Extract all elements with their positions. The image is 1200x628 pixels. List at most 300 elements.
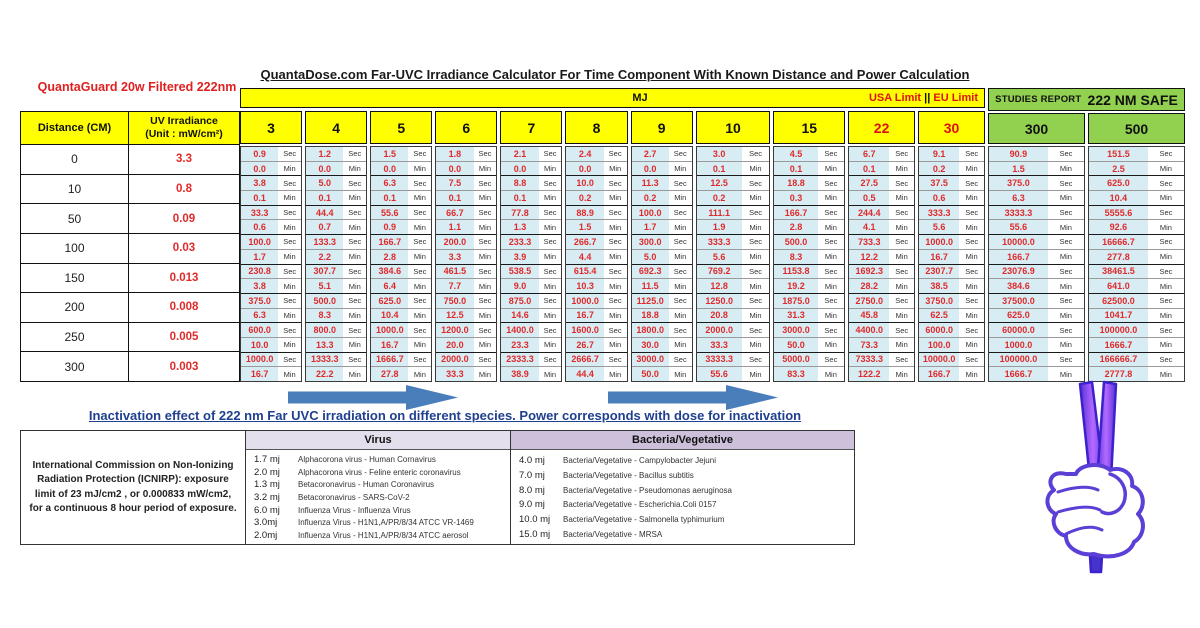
- irradiance-value: 3.3: [176, 153, 192, 166]
- time-cell: [849, 278, 914, 293]
- species-row: [511, 527, 854, 542]
- virus-column: [246, 431, 511, 544]
- time-cell: [849, 352, 914, 367]
- time-cell: [632, 175, 692, 190]
- time-cell: [566, 190, 626, 205]
- time-unit: Min: [1048, 309, 1084, 323]
- time-cell: [436, 249, 496, 264]
- time-cell: [849, 161, 914, 176]
- time-value: 2777.8: [1089, 367, 1148, 381]
- time-unit: Min: [1048, 367, 1084, 381]
- irradiance-value: 0.008: [169, 301, 199, 314]
- time-value: 133.3: [306, 235, 343, 249]
- time-unit: Min: [818, 191, 845, 205]
- time-value: 1.2: [306, 147, 343, 161]
- time-cell: [371, 293, 431, 308]
- time-unit: Min: [474, 220, 497, 234]
- time-cell: [241, 264, 301, 279]
- time-value: 6.7: [849, 147, 889, 161]
- time-unit: Min: [343, 338, 366, 352]
- time-cell: [632, 366, 692, 381]
- time-unit: Sec: [959, 147, 984, 161]
- time-cell: [849, 219, 914, 234]
- distance-row: [21, 264, 239, 294]
- time-value: 384.6: [371, 265, 408, 279]
- species-name: Bacteria/Vegetative - Campylobacter Jejuni: [563, 455, 716, 465]
- time-unit: Min: [604, 338, 627, 352]
- time-cell: [306, 352, 366, 367]
- time-cell: [501, 205, 561, 220]
- time-value: 50.0: [632, 367, 669, 381]
- time-value: 5000.0: [774, 353, 817, 367]
- distance-value: 300: [21, 352, 129, 381]
- time-value: 0.1: [241, 191, 278, 205]
- time-value: 33.3: [241, 206, 278, 220]
- time-value: 62500.0: [1089, 294, 1148, 308]
- time-value: 10000.0: [919, 353, 959, 367]
- time-cell: [1089, 249, 1184, 264]
- time-unit: Sec: [604, 206, 627, 220]
- 222nm-safe-label: 222 NM SAFE: [1087, 91, 1178, 108]
- time-cell: [1089, 147, 1184, 161]
- time-unit: Min: [408, 191, 431, 205]
- time-unit: Sec: [408, 176, 431, 190]
- time-cell: [371, 352, 431, 367]
- time-value: 2.2: [306, 250, 343, 264]
- time-cell: [849, 249, 914, 264]
- time-cell: [919, 337, 984, 352]
- time-cell: [566, 337, 626, 352]
- time-value: 2.5: [1089, 162, 1148, 176]
- time-cell: [632, 219, 692, 234]
- time-cell: [1089, 161, 1184, 176]
- virus-column-header: Virus: [246, 431, 510, 450]
- time-cell: [371, 322, 431, 337]
- time-cell: [306, 308, 366, 323]
- time-cell: [371, 337, 431, 352]
- distance-irradiance-table: [20, 111, 240, 382]
- time-value: 1800.0: [632, 323, 669, 337]
- time-value: 1000.0: [919, 235, 959, 249]
- time-cell: [371, 175, 431, 190]
- time-unit: Sec: [669, 265, 692, 279]
- time-cell: [501, 352, 561, 367]
- species-dose: 3.2 mj: [254, 492, 280, 504]
- time-value: 0.1: [371, 191, 408, 205]
- time-value: 100000.0: [989, 353, 1048, 367]
- time-value: 16.7: [919, 250, 959, 264]
- time-cell: [919, 264, 984, 279]
- time-unit: Sec: [742, 176, 770, 190]
- time-cell: [989, 337, 1084, 352]
- time-unit: Min: [604, 250, 627, 264]
- time-value: 50.0: [774, 338, 817, 352]
- right-arrow-icon: [288, 384, 460, 411]
- time-unit: Min: [408, 279, 431, 293]
- time-value: 1.9: [697, 220, 742, 234]
- time-cell: [919, 190, 984, 205]
- time-value: 3.8: [241, 279, 278, 293]
- time-cell: [697, 175, 770, 190]
- time-value: 0.2: [566, 191, 603, 205]
- time-cell: [371, 190, 431, 205]
- time-unit: Min: [539, 279, 562, 293]
- time-unit: Sec: [278, 323, 301, 337]
- time-column: [918, 146, 985, 382]
- time-unit: Min: [1048, 191, 1084, 205]
- time-cell: [241, 161, 301, 176]
- time-cell: [501, 308, 561, 323]
- time-cell: [697, 205, 770, 220]
- species-dose: 3.0mj: [254, 517, 278, 529]
- time-unit: Sec: [742, 323, 770, 337]
- time-value: 3333.3: [989, 206, 1048, 220]
- time-cell: [566, 219, 626, 234]
- time-cell: [436, 175, 496, 190]
- time-value: 538.5: [501, 265, 538, 279]
- species-name: Betacoronavirus - Human Coronavirus: [298, 480, 435, 490]
- time-column: [370, 146, 432, 382]
- time-value: 1.5: [989, 162, 1048, 176]
- right-arrow-icon: [608, 384, 780, 411]
- time-value: 300.0: [632, 235, 669, 249]
- time-unit: Sec: [604, 265, 627, 279]
- time-value: 16666.7: [1089, 235, 1148, 249]
- time-value: 23076.9: [989, 265, 1048, 279]
- time-value: 0.3: [774, 191, 817, 205]
- time-cell: [774, 205, 844, 220]
- time-value: 1000.0: [241, 353, 278, 367]
- time-unit: Min: [539, 191, 562, 205]
- time-unit: Min: [474, 250, 497, 264]
- time-value: 0.0: [436, 162, 473, 176]
- time-unit: Min: [1148, 162, 1184, 176]
- time-unit: Min: [474, 309, 497, 323]
- time-value: 2.8: [371, 250, 408, 264]
- time-unit: Min: [539, 220, 562, 234]
- time-column: [696, 146, 771, 382]
- time-cell: [501, 249, 561, 264]
- mj-column-header: 15: [773, 111, 845, 144]
- time-unit: Min: [669, 191, 692, 205]
- species-dose: 15.0 mj: [519, 529, 551, 541]
- mj-column-header: 7: [500, 111, 562, 144]
- time-unit: Min: [889, 367, 914, 381]
- time-unit: Min: [959, 162, 984, 176]
- time-cell: [566, 352, 626, 367]
- time-value: 1.5: [566, 220, 603, 234]
- time-unit: Min: [959, 367, 984, 381]
- time-unit: Sec: [1048, 323, 1084, 337]
- irradiance-header-unit: (Unit : mW/cm²): [145, 128, 223, 140]
- time-unit: Min: [408, 250, 431, 264]
- time-cell: [919, 205, 984, 220]
- time-cell: [774, 175, 844, 190]
- time-cell: [306, 278, 366, 293]
- time-value: 625.0: [989, 309, 1048, 323]
- time-cell: [371, 264, 431, 279]
- time-unit: Min: [278, 309, 301, 323]
- time-unit: Sec: [343, 235, 366, 249]
- time-cell: [774, 147, 844, 161]
- time-column: [988, 146, 1085, 382]
- time-unit: Sec: [889, 206, 914, 220]
- time-cell: [436, 352, 496, 367]
- species-row: [246, 504, 510, 517]
- time-unit: Min: [474, 162, 497, 176]
- time-value: 90.9: [989, 147, 1048, 161]
- time-unit: Sec: [959, 265, 984, 279]
- time-unit: Min: [474, 338, 497, 352]
- time-unit: Min: [1148, 367, 1184, 381]
- time-unit: Sec: [889, 294, 914, 308]
- time-unit: Sec: [539, 147, 562, 161]
- time-unit: Min: [1148, 338, 1184, 352]
- time-cell: [436, 366, 496, 381]
- time-cell: [306, 161, 366, 176]
- time-unit: Sec: [669, 235, 692, 249]
- distance-row: [21, 204, 239, 234]
- time-value: 5.1: [306, 279, 343, 293]
- time-cell: [849, 205, 914, 220]
- time-unit: Sec: [408, 353, 431, 367]
- time-column: [848, 146, 915, 382]
- time-cell: [241, 352, 301, 367]
- species-name: Influenza Virus - Influenza Virus: [298, 505, 411, 515]
- time-unit: Min: [1148, 250, 1184, 264]
- time-cell: [436, 337, 496, 352]
- time-unit: Min: [889, 220, 914, 234]
- distance-row: [21, 175, 239, 205]
- time-unit: Sec: [742, 265, 770, 279]
- time-unit: Sec: [1048, 176, 1084, 190]
- time-unit: Min: [408, 220, 431, 234]
- time-unit: Sec: [1048, 206, 1084, 220]
- time-unit: Sec: [278, 176, 301, 190]
- time-value: 7.5: [436, 176, 473, 190]
- time-unit: Sec: [604, 176, 627, 190]
- time-unit: Min: [818, 162, 845, 176]
- time-cell: [371, 234, 431, 249]
- time-cell: [632, 308, 692, 323]
- time-column: [305, 146, 367, 382]
- time-value: 1.1: [436, 220, 473, 234]
- time-value: 3750.0: [919, 294, 959, 308]
- time-unit: Min: [1148, 309, 1184, 323]
- time-value: 166.7: [774, 206, 817, 220]
- species-row: [511, 483, 854, 498]
- time-cell: [241, 205, 301, 220]
- time-value: 60000.0: [989, 323, 1048, 337]
- time-value: 500.0: [774, 235, 817, 249]
- time-value: 66.7: [436, 206, 473, 220]
- time-value: 10.0: [566, 176, 603, 190]
- time-cell: [919, 175, 984, 190]
- time-value: 38461.5: [1089, 265, 1148, 279]
- time-unit: Sec: [474, 294, 497, 308]
- time-unit: Sec: [889, 323, 914, 337]
- time-unit: Sec: [889, 147, 914, 161]
- time-value: 14.6: [501, 309, 538, 323]
- time-value: 6.4: [371, 279, 408, 293]
- time-unit: Min: [818, 338, 845, 352]
- time-value: 769.2: [697, 265, 742, 279]
- time-cell: [306, 234, 366, 249]
- time-value: 6000.0: [919, 323, 959, 337]
- time-unit: Min: [474, 279, 497, 293]
- time-unit: Sec: [474, 235, 497, 249]
- time-unit: Sec: [278, 235, 301, 249]
- time-unit: Min: [604, 162, 627, 176]
- time-unit: Min: [1148, 279, 1184, 293]
- time-unit: Sec: [1048, 294, 1084, 308]
- time-unit: Min: [669, 162, 692, 176]
- time-cell: [371, 161, 431, 176]
- time-value: 30.0: [632, 338, 669, 352]
- time-cell: [241, 147, 301, 161]
- time-cell: [241, 175, 301, 190]
- time-cell: [306, 190, 366, 205]
- inactivation-table: [20, 430, 855, 545]
- time-value: 333.3: [919, 206, 959, 220]
- time-value: 6.3: [989, 191, 1048, 205]
- irradiance-value: 0.8: [176, 182, 192, 195]
- species-row: [246, 491, 510, 504]
- time-unit: Min: [343, 191, 366, 205]
- time-value: 13.3: [306, 338, 343, 352]
- time-unit: Min: [343, 250, 366, 264]
- species-name: Bacteria/Vegetative - Bacillus subtitis: [563, 470, 694, 480]
- time-cell: [566, 234, 626, 249]
- time-unit: Sec: [818, 176, 845, 190]
- time-cell: [919, 322, 984, 337]
- time-cell: [919, 219, 984, 234]
- time-cell: [436, 278, 496, 293]
- time-cell: [1089, 264, 1184, 279]
- time-value: 375.0: [989, 176, 1048, 190]
- time-cell: [774, 264, 844, 279]
- time-unit: Min: [742, 250, 770, 264]
- time-value: 19.2: [774, 279, 817, 293]
- time-value: 73.3: [849, 338, 889, 352]
- time-unit: Min: [278, 338, 301, 352]
- time-cell: [241, 293, 301, 308]
- time-cell: [501, 337, 561, 352]
- time-cell: [632, 147, 692, 161]
- time-value: 166.7: [371, 235, 408, 249]
- time-unit: Min: [343, 220, 366, 234]
- time-value: 33.3: [697, 338, 742, 352]
- time-unit: Min: [669, 250, 692, 264]
- time-unit: Sec: [959, 353, 984, 367]
- time-unit: Min: [669, 338, 692, 352]
- mj-column-header: 3: [240, 111, 302, 144]
- bacteria-column: [511, 431, 854, 544]
- time-value: 16.7: [241, 367, 278, 381]
- time-cell: [436, 147, 496, 161]
- eu-limit-label: EU Limit: [933, 92, 978, 104]
- time-cell: [306, 337, 366, 352]
- time-value: 100.0: [919, 338, 959, 352]
- time-cell: [436, 205, 496, 220]
- time-unit: Min: [669, 279, 692, 293]
- studies-report-label: STUDIES REPORT: [995, 94, 1082, 105]
- time-value: 1125.0: [632, 294, 669, 308]
- time-cell: [697, 366, 770, 381]
- time-value: 12.2: [849, 250, 889, 264]
- time-value: 2000.0: [697, 323, 742, 337]
- time-cell: [241, 278, 301, 293]
- time-cell: [436, 322, 496, 337]
- time-value: 230.8: [241, 265, 278, 279]
- time-value: 2307.7: [919, 265, 959, 279]
- time-unit: Sec: [343, 176, 366, 190]
- time-unit: Sec: [889, 353, 914, 367]
- time-unit: Sec: [343, 353, 366, 367]
- time-value: 1.3: [501, 220, 538, 234]
- time-cell: [774, 278, 844, 293]
- time-unit: Sec: [889, 176, 914, 190]
- time-cell: [632, 293, 692, 308]
- time-value: 0.0: [241, 162, 278, 176]
- mj-column-header: 9: [631, 111, 693, 144]
- species-name: Bacteria/Vegetative - Escherichia.Coli 0157: [563, 500, 717, 510]
- time-value: 2.8: [774, 220, 817, 234]
- time-value: 166.7: [989, 250, 1048, 264]
- time-cell: [1089, 205, 1184, 220]
- time-unit: Min: [474, 367, 497, 381]
- time-value: 0.7: [306, 220, 343, 234]
- time-unit: Min: [343, 367, 366, 381]
- time-cell: [919, 352, 984, 367]
- distance-value: 200: [21, 293, 129, 322]
- time-cell: [989, 234, 1084, 249]
- time-cell: [632, 337, 692, 352]
- time-value: 0.6: [919, 191, 959, 205]
- time-value: 4.4: [566, 250, 603, 264]
- time-unit: Min: [959, 338, 984, 352]
- time-cell: [1089, 190, 1184, 205]
- time-unit: Sec: [604, 294, 627, 308]
- species-row: [246, 529, 510, 542]
- time-column: [500, 146, 562, 382]
- time-cell: [1089, 308, 1184, 323]
- time-cell: [919, 234, 984, 249]
- time-value: 12.5: [436, 309, 473, 323]
- time-cell: [1089, 175, 1184, 190]
- time-cell: [989, 175, 1084, 190]
- time-unit: Sec: [343, 265, 366, 279]
- time-value: 1400.0: [501, 323, 538, 337]
- time-value: 16.7: [566, 309, 603, 323]
- time-column: [773, 146, 845, 382]
- time-value: 0.1: [436, 191, 473, 205]
- time-cell: [371, 278, 431, 293]
- time-value: 16.7: [371, 338, 408, 352]
- time-value: 44.4: [566, 367, 603, 381]
- time-cell: [436, 264, 496, 279]
- irradiance-header-line1: UV Irradiance: [150, 114, 218, 127]
- species-row: [511, 453, 854, 468]
- time-cell: [1089, 219, 1184, 234]
- mj-column-header: 30: [918, 111, 985, 144]
- time-value: 307.7: [306, 265, 343, 279]
- time-cell: [1089, 322, 1184, 337]
- time-unit: Sec: [669, 176, 692, 190]
- time-cell: [697, 219, 770, 234]
- safe-band: [988, 88, 1185, 111]
- time-unit: Sec: [1148, 206, 1184, 220]
